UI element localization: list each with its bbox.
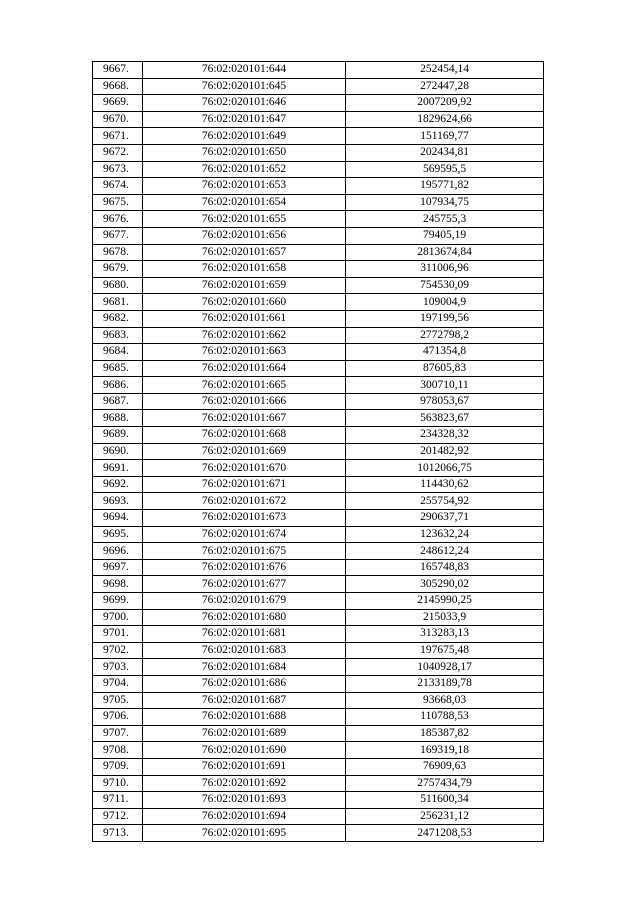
row-number-cell: 9672. bbox=[93, 144, 143, 161]
value-cell: 114430,62 bbox=[346, 476, 544, 493]
row-number-cell: 9704. bbox=[93, 675, 143, 692]
table-row bbox=[93, 294, 544, 311]
table-row bbox=[93, 559, 544, 576]
value-cell: 151169,77 bbox=[346, 128, 544, 145]
row-number-cell: 9710. bbox=[93, 775, 143, 792]
row-number-cell: 9667. bbox=[93, 62, 143, 79]
row-number-cell: 9701. bbox=[93, 626, 143, 643]
table-row bbox=[93, 825, 544, 842]
value-cell: 256231,12 bbox=[346, 808, 544, 825]
row-number-cell: 9700. bbox=[93, 609, 143, 626]
table-row bbox=[93, 808, 544, 825]
value-cell: 2145990,25 bbox=[346, 593, 544, 610]
table-row bbox=[93, 443, 544, 460]
table-row bbox=[93, 476, 544, 493]
value-cell: 471354,8 bbox=[346, 344, 544, 361]
row-number-cell: 9705. bbox=[93, 692, 143, 709]
value-cell: 197199,56 bbox=[346, 310, 544, 327]
table-row bbox=[93, 742, 544, 759]
cadastral-number-cell: 76:02:020101:664 bbox=[143, 360, 346, 377]
row-number-cell: 9713. bbox=[93, 825, 143, 842]
cadastral-number-cell: 76:02:020101:658 bbox=[143, 261, 346, 278]
value-cell: 2772798,2 bbox=[346, 327, 544, 344]
value-cell: 165748,83 bbox=[346, 559, 544, 576]
row-number-cell: 9707. bbox=[93, 725, 143, 742]
row-number-cell: 9675. bbox=[93, 194, 143, 211]
cadastral-number-cell: 76:02:020101:673 bbox=[143, 510, 346, 527]
row-number-cell: 9686. bbox=[93, 377, 143, 394]
value-cell: 2813674,84 bbox=[346, 244, 544, 261]
table-row bbox=[93, 194, 544, 211]
value-cell: 79405,19 bbox=[346, 227, 544, 244]
cadastral-number-cell: 76:02:020101:688 bbox=[143, 709, 346, 726]
cadastral-number-cell: 76:02:020101:676 bbox=[143, 559, 346, 576]
value-cell: 252454,14 bbox=[346, 62, 544, 79]
cadastral-number-cell: 76:02:020101:670 bbox=[143, 460, 346, 477]
cadastral-number-cell: 76:02:020101:672 bbox=[143, 493, 346, 510]
cadastral-number-cell: 76:02:020101:684 bbox=[143, 659, 346, 676]
value-cell: 215033,9 bbox=[346, 609, 544, 626]
table-row bbox=[93, 427, 544, 444]
value-cell: 563823,67 bbox=[346, 410, 544, 427]
value-cell: 2757434,79 bbox=[346, 775, 544, 792]
value-cell: 109004,9 bbox=[346, 294, 544, 311]
value-cell: 511600,34 bbox=[346, 792, 544, 809]
cadastral-number-cell: 76:02:020101:661 bbox=[143, 310, 346, 327]
row-number-cell: 9682. bbox=[93, 310, 143, 327]
table-body bbox=[93, 62, 544, 842]
cadastral-number-cell: 76:02:020101:652 bbox=[143, 161, 346, 178]
value-cell: 2133189,78 bbox=[346, 675, 544, 692]
cadastral-number-cell: 76:02:020101:645 bbox=[143, 78, 346, 95]
row-number-cell: 9685. bbox=[93, 360, 143, 377]
cadastral-number-cell: 76:02:020101:656 bbox=[143, 227, 346, 244]
cadastral-number-cell: 76:02:020101:650 bbox=[143, 144, 346, 161]
table-row bbox=[93, 493, 544, 510]
cadastral-number-cell: 76:02:020101:695 bbox=[143, 825, 346, 842]
value-cell: 305290,02 bbox=[346, 576, 544, 593]
value-cell: 169319,18 bbox=[346, 742, 544, 759]
row-number-cell: 9683. bbox=[93, 327, 143, 344]
cadastral-number-cell: 76:02:020101:655 bbox=[143, 211, 346, 228]
table-row bbox=[93, 709, 544, 726]
table-row bbox=[93, 526, 544, 543]
table-row bbox=[93, 327, 544, 344]
value-cell: 202434,81 bbox=[346, 144, 544, 161]
row-number-cell: 9669. bbox=[93, 95, 143, 112]
row-number-cell: 9703. bbox=[93, 659, 143, 676]
cadastral-number-cell: 76:02:020101:679 bbox=[143, 593, 346, 610]
cadastral-number-cell: 76:02:020101:681 bbox=[143, 626, 346, 643]
table-row bbox=[93, 261, 544, 278]
row-number-cell: 9688. bbox=[93, 410, 143, 427]
table-row bbox=[93, 642, 544, 659]
table-row bbox=[93, 410, 544, 427]
value-cell: 311006,96 bbox=[346, 261, 544, 278]
cadastral-number-cell: 76:02:020101:691 bbox=[143, 758, 346, 775]
row-number-cell: 9679. bbox=[93, 261, 143, 278]
row-number-cell: 9674. bbox=[93, 178, 143, 195]
table-row bbox=[93, 360, 544, 377]
value-cell: 87605,83 bbox=[346, 360, 544, 377]
table-row bbox=[93, 211, 544, 228]
value-cell: 185387,82 bbox=[346, 725, 544, 742]
row-number-cell: 9670. bbox=[93, 111, 143, 128]
table-row bbox=[93, 144, 544, 161]
cadastral-number-cell: 76:02:020101:680 bbox=[143, 609, 346, 626]
table-row bbox=[93, 460, 544, 477]
value-cell: 313283,13 bbox=[346, 626, 544, 643]
table-row bbox=[93, 543, 544, 560]
cadastral-number-cell: 76:02:020101:665 bbox=[143, 377, 346, 394]
cadastral-number-cell: 76:02:020101:646 bbox=[143, 95, 346, 112]
row-number-cell: 9694. bbox=[93, 510, 143, 527]
table-row bbox=[93, 626, 544, 643]
row-number-cell: 9697. bbox=[93, 559, 143, 576]
value-cell: 272447,28 bbox=[346, 78, 544, 95]
cadastral-number-cell: 76:02:020101:687 bbox=[143, 692, 346, 709]
cadastral-number-cell: 76:02:020101:654 bbox=[143, 194, 346, 211]
cadastral-number-cell: 76:02:020101:689 bbox=[143, 725, 346, 742]
cadastral-number-cell: 76:02:020101:668 bbox=[143, 427, 346, 444]
table-row bbox=[93, 178, 544, 195]
cadastral-number-cell: 76:02:020101:667 bbox=[143, 410, 346, 427]
row-number-cell: 9693. bbox=[93, 493, 143, 510]
value-cell: 1012066,75 bbox=[346, 460, 544, 477]
table-row bbox=[93, 277, 544, 294]
table-row bbox=[93, 310, 544, 327]
cadastral-number-cell: 76:02:020101:663 bbox=[143, 344, 346, 361]
cadastral-number-cell: 76:02:020101:690 bbox=[143, 742, 346, 759]
cadastral-number-cell: 76:02:020101:653 bbox=[143, 178, 346, 195]
table-row bbox=[93, 78, 544, 95]
row-number-cell: 9709. bbox=[93, 758, 143, 775]
row-number-cell: 9676. bbox=[93, 211, 143, 228]
row-number-cell: 9708. bbox=[93, 742, 143, 759]
row-number-cell: 9673. bbox=[93, 161, 143, 178]
row-number-cell: 9668. bbox=[93, 78, 143, 95]
cadastral-number-cell: 76:02:020101:683 bbox=[143, 642, 346, 659]
cadastral-number-cell: 76:02:020101:677 bbox=[143, 576, 346, 593]
cadastral-number-cell: 76:02:020101:657 bbox=[143, 244, 346, 261]
row-number-cell: 9678. bbox=[93, 244, 143, 261]
cadastral-number-cell: 76:02:020101:669 bbox=[143, 443, 346, 460]
table-row bbox=[93, 393, 544, 410]
row-number-cell: 9691. bbox=[93, 460, 143, 477]
value-cell: 234328,32 bbox=[346, 427, 544, 444]
value-cell: 569595,5 bbox=[346, 161, 544, 178]
row-number-cell: 9696. bbox=[93, 543, 143, 560]
table-row bbox=[93, 576, 544, 593]
table-row bbox=[93, 593, 544, 610]
table-row bbox=[93, 128, 544, 145]
cadastral-number-cell: 76:02:020101:675 bbox=[143, 543, 346, 560]
row-number-cell: 9687. bbox=[93, 393, 143, 410]
cadastral-number-cell: 76:02:020101:686 bbox=[143, 675, 346, 692]
cadastral-number-cell: 76:02:020101:693 bbox=[143, 792, 346, 809]
table-row bbox=[93, 244, 544, 261]
value-cell: 2471208,53 bbox=[346, 825, 544, 842]
cadastral-number-cell: 76:02:020101:649 bbox=[143, 128, 346, 145]
table-row bbox=[93, 377, 544, 394]
table-row bbox=[93, 510, 544, 527]
value-cell: 1040928,17 bbox=[346, 659, 544, 676]
cadastral-number-cell: 76:02:020101:692 bbox=[143, 775, 346, 792]
table-row bbox=[93, 792, 544, 809]
table-row bbox=[93, 344, 544, 361]
row-number-cell: 9677. bbox=[93, 227, 143, 244]
table-row bbox=[93, 675, 544, 692]
table-row bbox=[93, 609, 544, 626]
value-cell: 76909,63 bbox=[346, 758, 544, 775]
value-cell: 123632,24 bbox=[346, 526, 544, 543]
cadastral-number-cell: 76:02:020101:694 bbox=[143, 808, 346, 825]
value-cell: 1829624,66 bbox=[346, 111, 544, 128]
value-cell: 110788,53 bbox=[346, 709, 544, 726]
cadastral-number-cell: 76:02:020101:660 bbox=[143, 294, 346, 311]
value-cell: 978053,67 bbox=[346, 393, 544, 410]
cadastral-value-table bbox=[92, 61, 544, 842]
value-cell: 201482,92 bbox=[346, 443, 544, 460]
table-row bbox=[93, 62, 544, 79]
cadastral-number-cell: 76:02:020101:666 bbox=[143, 393, 346, 410]
cadastral-number-cell: 76:02:020101:662 bbox=[143, 327, 346, 344]
value-cell: 197675,48 bbox=[346, 642, 544, 659]
value-cell: 93668,03 bbox=[346, 692, 544, 709]
value-cell: 107934,75 bbox=[346, 194, 544, 211]
value-cell: 290637,71 bbox=[346, 510, 544, 527]
row-number-cell: 9684. bbox=[93, 344, 143, 361]
table-row bbox=[93, 111, 544, 128]
row-number-cell: 9698. bbox=[93, 576, 143, 593]
cadastral-number-cell: 76:02:020101:674 bbox=[143, 526, 346, 543]
row-number-cell: 9681. bbox=[93, 294, 143, 311]
row-number-cell: 9711. bbox=[93, 792, 143, 809]
cadastral-number-cell: 76:02:020101:671 bbox=[143, 476, 346, 493]
value-cell: 195771,82 bbox=[346, 178, 544, 195]
table-row bbox=[93, 161, 544, 178]
row-number-cell: 9680. bbox=[93, 277, 143, 294]
table-row bbox=[93, 227, 544, 244]
row-number-cell: 9706. bbox=[93, 709, 143, 726]
row-number-cell: 9702. bbox=[93, 642, 143, 659]
row-number-cell: 9712. bbox=[93, 808, 143, 825]
value-cell: 245755,3 bbox=[346, 211, 544, 228]
table-row bbox=[93, 758, 544, 775]
value-cell: 300710,11 bbox=[346, 377, 544, 394]
row-number-cell: 9690. bbox=[93, 443, 143, 460]
table-row bbox=[93, 659, 544, 676]
cadastral-number-cell: 76:02:020101:659 bbox=[143, 277, 346, 294]
cadastral-number-cell: 76:02:020101:644 bbox=[143, 62, 346, 79]
table-row bbox=[93, 95, 544, 112]
row-number-cell: 9699. bbox=[93, 593, 143, 610]
value-cell: 248612,24 bbox=[346, 543, 544, 560]
value-cell: 2007209,92 bbox=[346, 95, 544, 112]
table-row bbox=[93, 725, 544, 742]
row-number-cell: 9695. bbox=[93, 526, 143, 543]
row-number-cell: 9689. bbox=[93, 427, 143, 444]
row-number-cell: 9692. bbox=[93, 476, 143, 493]
value-cell: 255754,92 bbox=[346, 493, 544, 510]
cadastral-number-cell: 76:02:020101:647 bbox=[143, 111, 346, 128]
table-row bbox=[93, 692, 544, 709]
row-number-cell: 9671. bbox=[93, 128, 143, 145]
value-cell: 754530,09 bbox=[346, 277, 544, 294]
table-row bbox=[93, 775, 544, 792]
